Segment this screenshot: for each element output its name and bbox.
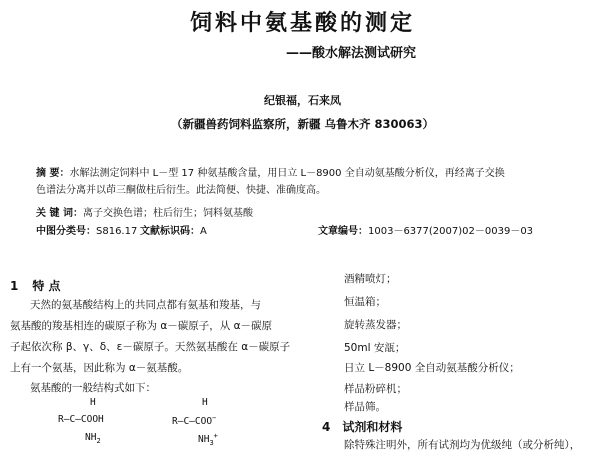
equipment-item: 样品筛。 [344,401,386,413]
section-1-title: 特 点 [32,279,61,293]
section-1-heading [10,277,61,294]
keywords-label: 关 键 词： [36,208,83,219]
equipment-item: 旋转蒸发器； [344,319,407,331]
formula-2-charge: − [212,414,217,422]
section-1-line-2: 氨基酸的羧基相连的碳原子称为 α－碳原子，从 α－碳原 [10,320,273,332]
classification-number [36,222,137,237]
document-code [140,222,207,237]
article-title: 饲料中氨基酸的测定 [189,11,415,36]
equipment-item: 恒温箱； [344,296,386,308]
formula-1-middle: R—C—COOH [58,414,104,425]
article-number-value: 1003－6377(2007)02－0039－03 [368,226,534,237]
section-1-line-5: 氨基酸的一般结构式如下： [30,382,156,394]
section-1-line-3: 子起依次称 β、γ、δ、ε－碳原子。天然氨基酸在 α－碳原子 [10,341,291,353]
section-1-line-4: 上有一个氨基，因此称为 α－氨基酸。 [10,362,189,374]
formula-1-bottom [85,432,101,445]
keywords-line [36,204,253,219]
equipment-item: 日立 L－8900 全自动氨基酸分析仪； [344,362,520,374]
section-1-number: 1 [10,279,19,293]
formula-2-nh: NH [198,434,210,446]
formula-2-bottom [198,432,218,447]
formula-1-subscript: 2 [96,436,101,445]
classification-label: 中图分类号： [36,226,96,237]
doc-code-value: A [200,226,207,237]
classification-value: S816.17 [96,226,138,237]
formula-1-nh: NH [85,432,97,443]
section-4-title: 试剂和材料 [342,420,403,434]
equipment-item: 样品粉碎机； [344,383,407,395]
article-subtitle: ——酸水解法测试研究 [286,46,417,61]
keywords-text: 离子交换色谱；柱后衍生；饲料氨基酸 [82,208,253,219]
formula-2-subscript: 3 [209,439,214,448]
section-4-heading [322,418,402,435]
formula-2-middle [172,414,216,427]
formula-2-main: R—C—COO [172,416,213,428]
authors: 纪银福，石来凤 [264,94,341,107]
article-number-label: 文章编号： [318,226,368,237]
affiliation: （新疆兽药饲料监察所，新疆 乌鲁木齐 830063） [170,117,434,131]
formula-2-superscript: + [213,432,218,440]
equipment-item: 酒精喷灯； [344,273,397,285]
formula-2-top: H [202,397,208,408]
section-4-number: 4 [322,420,331,434]
abstract-line-2: 色谱法分离并以茚三酮做柱后衍生。此法简便、快捷、准确度高。 [36,185,326,196]
article-number [318,222,533,237]
abstract-label: 摘 要： [36,168,70,179]
doc-code-label: 文献标识码： [140,226,200,237]
equipment-item: 50ml 安瓿； [344,342,406,354]
section-1-line-1: 天然的氨基酸结构上的共同点都有氨基和羧基，与 [30,299,261,311]
section-4-text: 除特殊注明外，所有试剂均为优级纯（或分析纯）， [344,439,581,451]
formula-1-top: H [90,397,96,408]
abstract-text-1: 水解法测定饲料中 L－型 17 种氨基酸含量，用日立 L－8900 全自动氨基酸分析仪，再经离子交换 [69,168,505,179]
abstract-line-1 [36,164,505,179]
